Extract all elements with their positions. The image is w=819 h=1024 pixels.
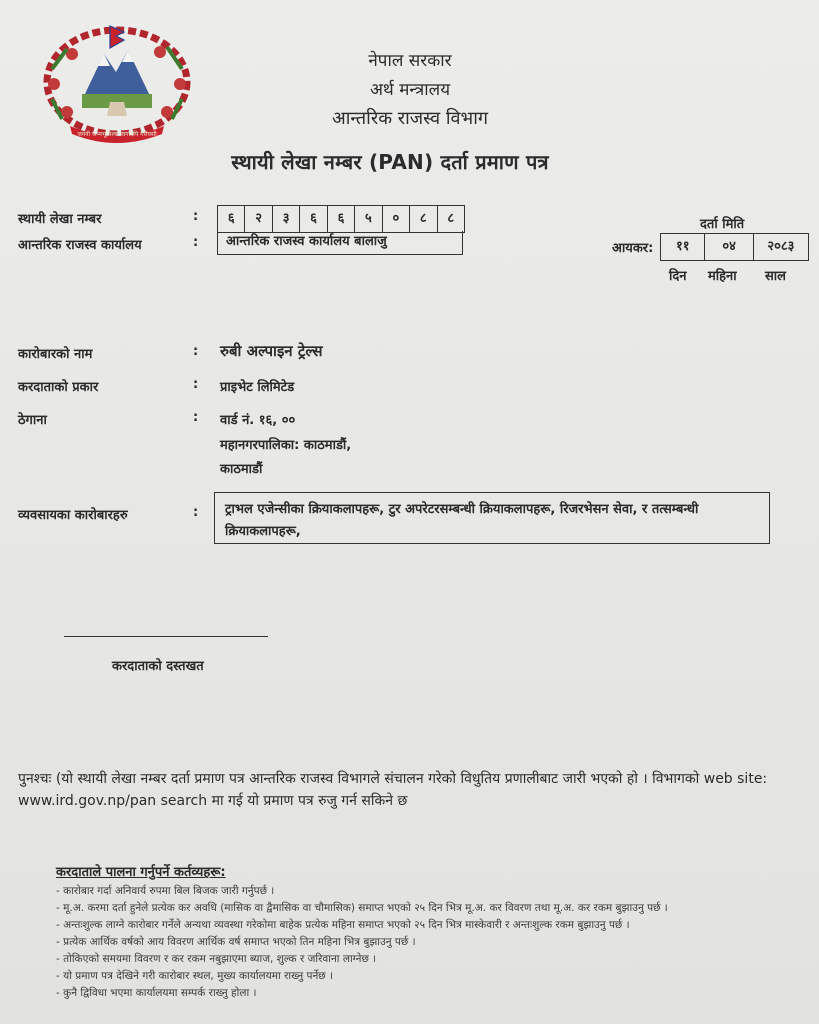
taxpayer-type-label: करदाताको प्रकार [18,380,99,395]
certificate-title: स्थायी लेखा नम्बर (PAN) दर्ता प्रमाण पत्र [231,150,549,174]
duty-item: - मू.अ. करमा दर्ता हुनेले प्रत्येक कर अवधि (मासिक वा द्वैमासिक वा चौमासिक) समाप्त भएको २५ दिन भित्र मू.अ. कर विवरण तथा मू.अ. कर रकम बुझाउनु पर्छ । [56,902,668,914]
date-day-label: दिन [669,269,687,284]
office-value: आन्तरिक राजस्व कार्यालय बालाजु [217,231,463,255]
signature-line [64,636,268,637]
pan-digit: २ [245,206,272,232]
pan-colon: : [193,209,199,224]
activities-colon: : [193,505,199,520]
business-name-label: कारोबारको नाम [18,347,93,362]
duty-item: - यो प्रमाण पत्र देखिने गरी कारोबार स्थल, मुख्य कार्यालयमा राख्नु पर्नेछ । [56,970,333,982]
signature-label: करदाताको दस्तखत [112,659,204,674]
duty-item: - कारोबार गर्दा अनिवार्य रुपमा बिल बिजक जारी गर्नुपर्छ । [56,885,275,897]
date-month-label: महिना [708,269,737,284]
address-line-3: काठमाडौं [220,462,263,477]
pan-digit: ३ [273,206,300,232]
duties-list [56,883,776,1002]
pan-label: स्थायी लेखा नम्बर [18,212,102,227]
duty-item: - अन्तःशुल्क लाग्ने कारोबार गर्नेले अन्यथा व्यवस्था गरेकोमा बाहेक प्रत्येक महिना समाप्त भएको २५ दिन भित्र मास्केवारी र अन्तःशुल्क रकम बुझाउनु पर्छ । [56,919,630,931]
date-year: २०८३ [767,239,795,254]
ministry-name: अर्थ मन्त्रालय [369,80,451,100]
pan-digit: ६ [328,206,355,232]
registration-date-box [660,233,809,261]
address-line-2: महानगरपालिका: काठमाडौं, [220,438,352,453]
business-name-value: रुबी अल्पाइन ट्रेल्स [220,342,323,360]
emblem-motto: जननी जन्मभूमिश्च स्वर्गादपि गरीयसी [77,131,157,138]
pan-digit: ८ [410,206,437,232]
nepal-emblem-icon [32,14,202,149]
government-name: नेपाल सरकार [368,51,452,71]
activities-label: व्यवसायका कारोबारहरु [18,508,128,523]
address-line-1: वार्ड नं. १६, ०० [220,413,296,428]
pan-digit: ५ [355,206,382,232]
pan-digit: ६ [218,206,245,232]
date-prefix: आयकर: [612,241,654,256]
office-colon: : [193,235,199,250]
office-label: आन्तरिक राजस्व कार्यालय [18,238,142,253]
duty-item: - प्रत्येक आर्थिक वर्षको आय विवरण आर्थिक वर्ष समाप्त भएको तिन महिना भित्र बुझाउनु पर्छ । [56,936,416,948]
verification-note: पुनश्चः (यो स्थायी लेखा नम्बर दर्ता प्रमाण पत्र आन्तरिक राजस्व विभागले संचालन गरेको विधुतिय प्रणालीबाट जारी भएको हो । विभागको web site: www.ird.gov.np/pan search मा गई यो प्रमाण पत्र रुजु गर्न सकिने छ [18,771,768,809]
activities-value: ट्राभल एजेन्सीका क्रियाकलापहरू, टुर अपरेटरसम्बन्धी क्रियाकलापहरू, रिजरभेसन सेवा, र तत्सम्बन्धी क्रियाकलापहरू, [214,492,770,544]
date-year-label: साल [765,269,786,284]
date-month: ०४ [705,234,753,260]
taxpayer-type-colon: : [193,377,199,392]
pan-digit: ० [383,206,410,232]
taxpayer-type-value: प्राइभेट लिमिटेड [220,380,295,395]
business-name-colon: : [193,344,199,359]
department-name: आन्तरिक राजस्व विभाग [331,108,488,129]
pan-number-box [217,205,465,233]
address-colon: : [193,410,199,425]
duty-item: - तोकिएको समयमा विवरण र कर रकम नबुझाएमा ब्याज, शुल्क र जरिवाना लाग्नेछ । [56,953,377,965]
duties-heading: करदाताले पालना गर्नुपर्ने कर्तव्यहरू: [56,865,226,880]
pan-digit: ६ [300,206,327,232]
address-label: ठेगाना [18,413,47,428]
duty-item: - कुनै द्विविधा भएमा कार्यालयमा सम्पर्क राख्नु होला । [56,987,257,999]
pan-digit: ८ [447,211,455,226]
registration-date-heading: दर्ता मिति [700,217,745,232]
date-day: ११ [661,234,705,260]
